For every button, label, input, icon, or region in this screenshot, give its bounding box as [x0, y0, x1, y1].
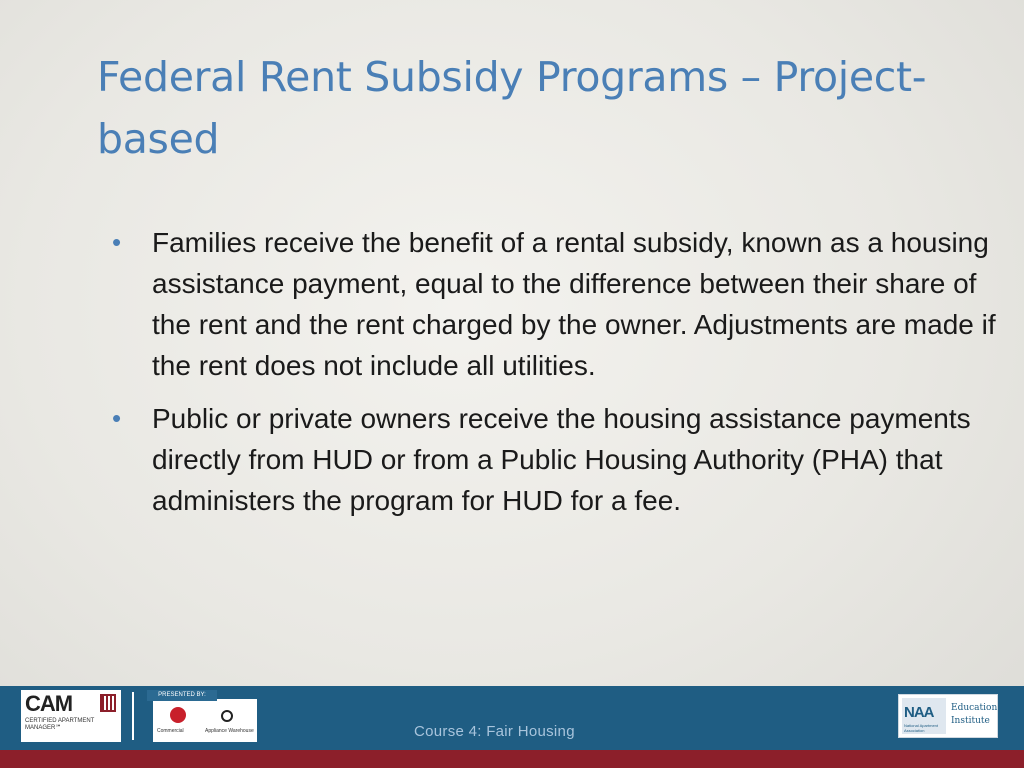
- bullet-text: Public or private owners receive the housing assistance payments directly from HUD or from a Public Housing Authority (PHA) that administers the program for HUD for a fee.: [152, 403, 971, 516]
- presented-by-label: PRESENTED BY:: [147, 690, 217, 701]
- naa-logo-letters: NAA: [904, 704, 934, 721]
- course-label: Course 4: Fair Housing: [414, 723, 575, 740]
- naa-logo-subtitle: National Apartment Association: [904, 723, 939, 733]
- sponsor-logos: [147, 690, 257, 742]
- cam-logo-subtitle: CERTIFIED APARTMENT MANAGER℠: [25, 718, 95, 731]
- bullet-text: Families receive the benefit of a rental subsidy, known as a housing assistance payment, equal to the difference between their share of the rent and the rent charged by the owner. Adjustments are made if the rent does not include all utilities.: [152, 227, 996, 381]
- sponsor-label: Commercial: [157, 728, 184, 734]
- cam-building-icon: [100, 694, 116, 712]
- education-institute-text: [951, 702, 997, 728]
- bullet-item: [112, 222, 1002, 386]
- sponsor-label: Appliance Warehouse: [205, 728, 254, 734]
- bullet-marker: •: [112, 227, 122, 257]
- cam-logo-word: CAM: [25, 691, 73, 716]
- slide-title: Federal Rent Subsidy Programs – Project-based: [97, 53, 927, 163]
- naa-education-institute-logo: [898, 694, 998, 738]
- naa-logo-mark: [902, 698, 946, 734]
- sponsor-mark-icon: [170, 707, 186, 723]
- education-line: Education: [951, 703, 998, 713]
- footer-divider: [132, 692, 134, 740]
- cam-logo: [21, 690, 121, 742]
- bullet-item: [112, 398, 1002, 521]
- sponsor-mark-icon: [221, 710, 233, 722]
- bullet-marker: •: [112, 403, 122, 433]
- institute-line: Institute: [951, 716, 990, 726]
- sponsor-card: [153, 699, 257, 742]
- footer-stripe: [0, 750, 1024, 768]
- bullet-list: [112, 222, 1002, 533]
